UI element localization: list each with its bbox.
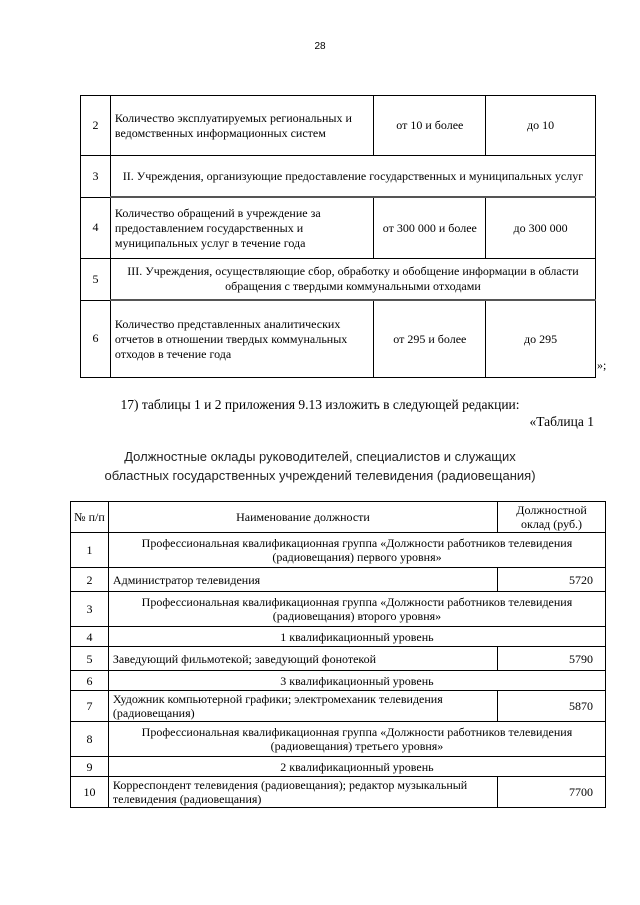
caption-line: областных государственных учреждений телевидения (радиовещания) xyxy=(104,468,536,483)
row-number: 5 xyxy=(71,647,109,671)
table-row xyxy=(71,568,606,592)
table-row xyxy=(81,96,596,156)
row-number: 3 xyxy=(81,156,111,198)
table-label: «Таблица 1 xyxy=(529,414,594,429)
criterion-value-high: от 300 000 и более xyxy=(374,197,486,259)
table-row xyxy=(71,777,606,808)
row-number: 4 xyxy=(81,197,111,259)
position-name: Художник компьютерной графики; электромеханик телевидения (радиовещания) xyxy=(108,691,497,722)
row-number: 1 xyxy=(71,533,109,568)
table-row xyxy=(81,300,596,378)
table-row xyxy=(81,197,596,259)
criterion-label: Количество представленных аналитических отчетов в отношении твердых коммунальных отходов в течение года xyxy=(110,300,374,378)
criterion-value-low: до 10 xyxy=(486,96,596,156)
row-number: 3 xyxy=(71,592,109,627)
table-row xyxy=(71,722,606,757)
criterion-value-high: от 10 и более xyxy=(374,96,486,156)
page-number: 28 xyxy=(314,41,326,52)
group-heading: Профессиональная квалификационная группа «Должности работников телевидения (радиовещания) второго уровня» xyxy=(108,592,605,627)
criterion-value-low: до 300 000 xyxy=(486,197,596,259)
table-row xyxy=(71,691,606,722)
row-number: 6 xyxy=(81,300,111,378)
row-number: 6 xyxy=(71,671,109,691)
level-heading: 1 квалификационный уровень xyxy=(108,627,605,647)
instruction-text: 17) таблицы 1 и 2 приложения 9.13 изложить в следующей редакции: xyxy=(120,397,520,412)
criterion-value-high: от 295 и более xyxy=(374,300,486,378)
criterion-label: Количество эксплуатируемых региональных и ведомственных информационных систем xyxy=(110,96,374,156)
row-number: 7 xyxy=(71,691,109,722)
salary-value: 7700 xyxy=(498,777,606,808)
section-heading: III. Учреждения, осуществляющие сбор, обработку и обобщение информации в области обращения с твердыми коммунальными отходами xyxy=(110,259,595,301)
table-row xyxy=(71,647,606,671)
table-row xyxy=(81,259,596,301)
table-row xyxy=(71,592,606,627)
caption-line: Должностные оклады руководителей, специалистов и служащих xyxy=(124,449,516,464)
row-number: 2 xyxy=(71,568,109,592)
position-name: Корреспондент телевидения (радиовещания); редактор музыкальный телевидения (радиовещания) xyxy=(108,777,497,808)
row-number: 2 xyxy=(81,96,111,156)
salary-value: 5870 xyxy=(498,691,606,722)
row-number: 5 xyxy=(81,259,111,301)
table-row xyxy=(71,757,606,777)
section-heading: II. Учреждения, организующие предоставление государственных и муниципальных услуг xyxy=(110,156,595,198)
level-heading: 3 квалификационный уровень xyxy=(108,671,605,691)
group-heading: Профессиональная квалификационная группа «Должности работников телевидения (радиовещания) третьего уровня» xyxy=(108,722,605,757)
salary-table xyxy=(70,501,606,808)
row-number: 8 xyxy=(71,722,109,757)
criterion-label: Количество обращений в учреждение за предоставлением государственных и муниципальных услуг в течение года xyxy=(110,197,374,259)
table-row xyxy=(81,156,596,198)
row-number: 4 xyxy=(71,627,109,647)
position-name: Заведующий фильмотекой; заведующий фонотекой xyxy=(108,647,497,671)
header-number: № п/п xyxy=(71,502,109,533)
table-row xyxy=(71,627,606,647)
header-position: Наименование должности xyxy=(108,502,497,533)
group-heading: Профессиональная квалификационная группа «Должности работников телевидения (радиовещания) первого уровня» xyxy=(108,533,605,568)
row-number: 10 xyxy=(71,777,109,808)
salary-value: 5790 xyxy=(498,647,606,671)
closing-quote: »; xyxy=(597,358,607,372)
table-caption xyxy=(0,447,640,485)
header-salary: Должностной оклад (руб.) xyxy=(498,502,606,533)
table-header-row xyxy=(71,502,606,533)
table-row xyxy=(71,533,606,568)
table-row xyxy=(71,671,606,691)
criteria-table xyxy=(80,95,596,378)
salary-value: 5720 xyxy=(498,568,606,592)
criterion-value-low: до 295 xyxy=(486,300,596,378)
row-number: 9 xyxy=(71,757,109,777)
position-name: Администратор телевидения xyxy=(108,568,497,592)
level-heading: 2 квалификационный уровень xyxy=(108,757,605,777)
